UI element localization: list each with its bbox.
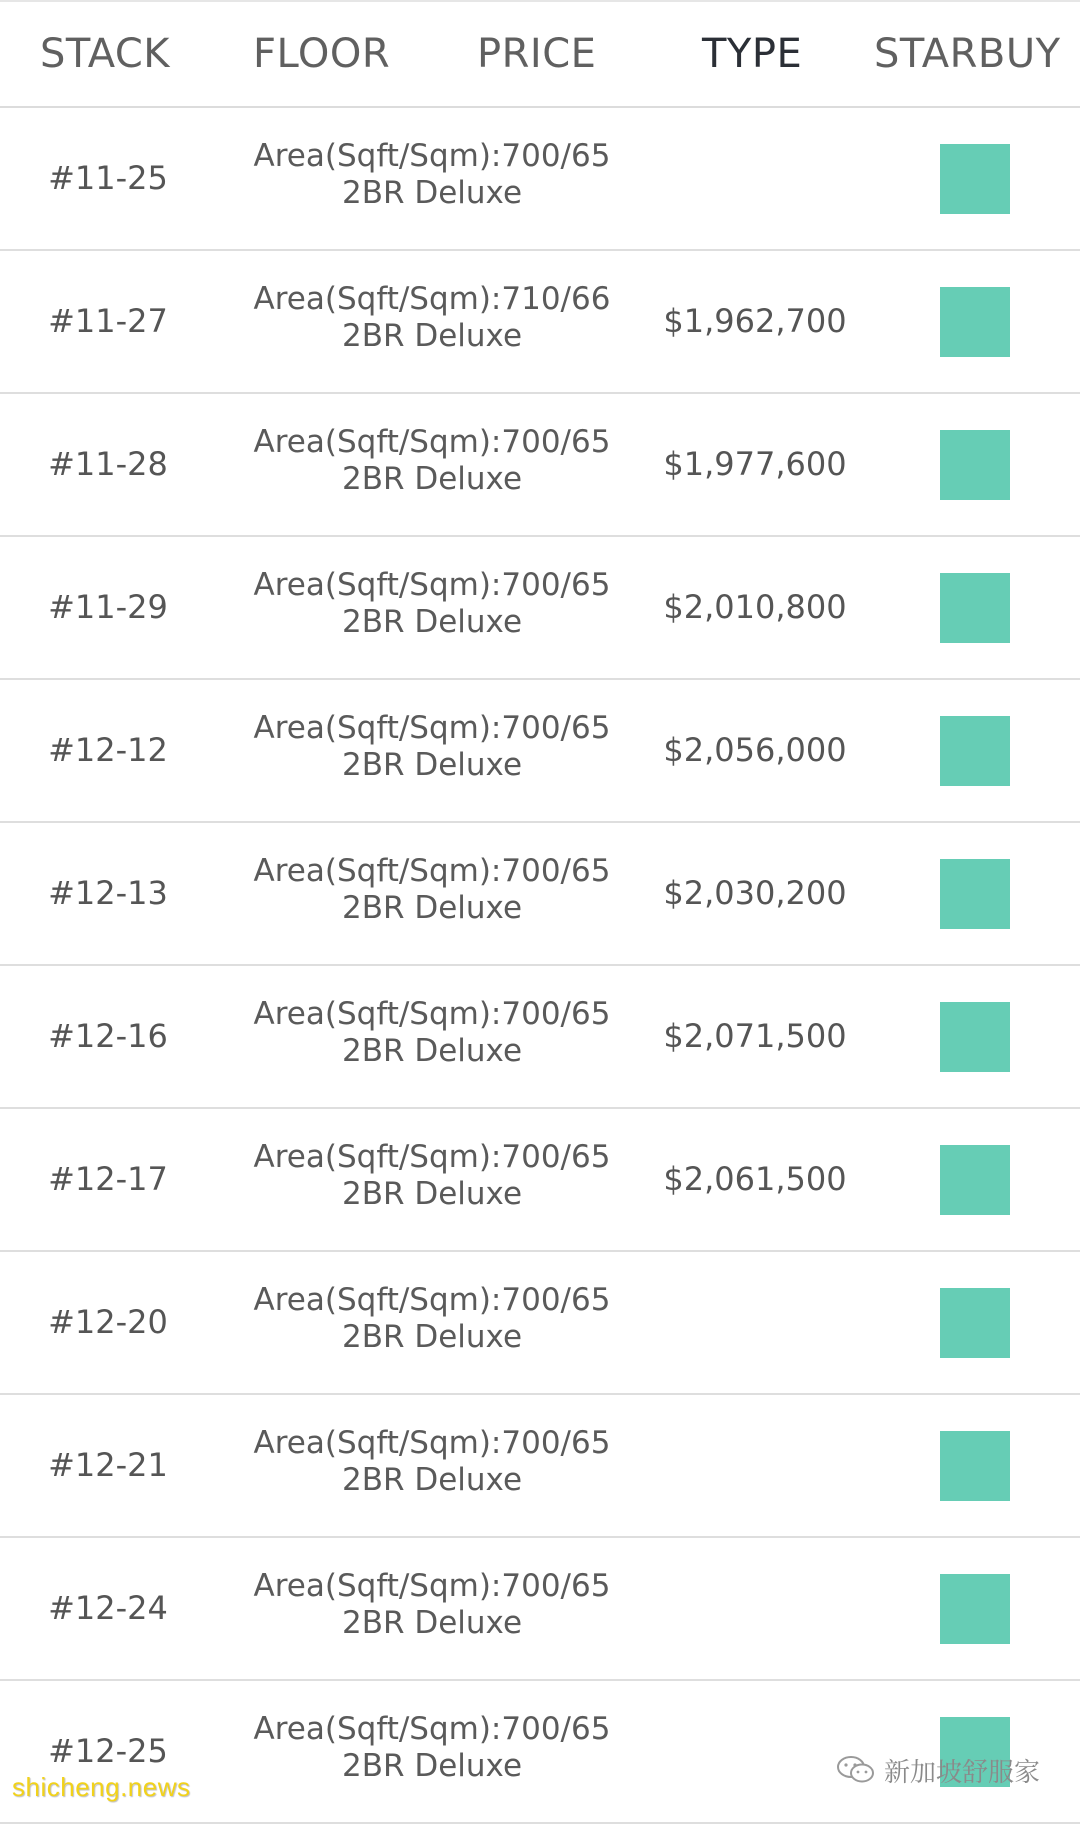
stack-cell: #12-25 — [48, 1732, 168, 1770]
unit-info — [232, 1139, 632, 1213]
column-header-price[interactable]: PRICE — [477, 31, 597, 77]
starbuy-swatch[interactable] — [940, 716, 1010, 786]
table-row[interactable] — [0, 1538, 1080, 1681]
area-text: Area(Sqft/Sqm):700/65 — [253, 996, 611, 1032]
unit-info — [232, 710, 632, 784]
area-text: Area(Sqft/Sqm):700/65 — [253, 567, 611, 603]
stack-cell: #11-25 — [48, 159, 168, 197]
table-row[interactable] — [0, 251, 1080, 394]
unit-type-text: 2BR Deluxe — [341, 1748, 523, 1784]
table-row[interactable] — [0, 966, 1080, 1109]
starbuy-swatch[interactable] — [940, 1574, 1010, 1644]
price-cell: $2,010,800 — [663, 588, 847, 626]
unit-info — [232, 996, 632, 1070]
unit-info — [232, 1568, 632, 1642]
unit-info — [232, 1425, 632, 1499]
watermark-site: shicheng.news — [12, 1772, 191, 1802]
area-text: Area(Sqft/Sqm):700/65 — [253, 1711, 611, 1747]
price-cell: $2,056,000 — [663, 731, 847, 769]
area-text: Area(Sqft/Sqm):700/65 — [253, 1425, 611, 1461]
area-text: Area(Sqft/Sqm):700/65 — [253, 1282, 611, 1318]
unit-info — [232, 281, 632, 355]
stack-cell: #12-12 — [48, 731, 168, 769]
table-row[interactable] — [0, 823, 1080, 966]
unit-info — [232, 567, 632, 641]
stack-cell: #11-27 — [48, 302, 168, 340]
watermark-account-name: 新加坡舒服家 — [884, 1757, 1041, 1788]
unit-type-text: 2BR Deluxe — [341, 1462, 523, 1498]
unit-type-text: 2BR Deluxe — [341, 1605, 523, 1641]
table-row[interactable] — [0, 1109, 1080, 1252]
unit-info — [232, 424, 632, 498]
starbuy-swatch[interactable] — [940, 1288, 1010, 1358]
unit-list — [0, 108, 1080, 1824]
stack-cell: #11-29 — [48, 588, 168, 626]
starbuy-swatch[interactable] — [940, 1431, 1010, 1501]
table-row[interactable] — [0, 108, 1080, 251]
column-header-floor[interactable]: FLOOR — [253, 31, 391, 77]
starbuy-swatch[interactable] — [940, 859, 1010, 929]
table-header — [0, 0, 1080, 108]
column-header-stack[interactable]: STACK — [40, 31, 171, 77]
starbuy-swatch[interactable] — [940, 430, 1010, 500]
unit-type-text: 2BR Deluxe — [341, 747, 523, 783]
starbuy-swatch[interactable] — [940, 573, 1010, 643]
price-cell — [640, 1395, 870, 1536]
unit-type-text: 2BR Deluxe — [341, 318, 523, 354]
column-header-starbuy[interactable]: STARBUY — [874, 31, 1061, 77]
column-header-type[interactable]: TYPE — [702, 31, 803, 77]
area-text: Area(Sqft/Sqm):700/65 — [253, 1139, 611, 1175]
unit-type-text: 2BR Deluxe — [341, 461, 523, 497]
stack-cell: #12-21 — [48, 1446, 168, 1484]
unit-type-text: 2BR Deluxe — [341, 604, 523, 640]
watermark-account — [836, 1750, 1066, 1790]
starbuy-swatch[interactable] — [940, 144, 1010, 214]
unit-info — [232, 1282, 632, 1356]
starbuy-swatch[interactable] — [940, 1002, 1010, 1072]
stack-cell: #12-24 — [48, 1589, 168, 1627]
unit-type-text: 2BR Deluxe — [341, 175, 523, 211]
starbuy-swatch[interactable] — [940, 287, 1010, 357]
area-text: Area(Sqft/Sqm):700/65 — [253, 138, 611, 174]
price-cell — [640, 1538, 870, 1679]
price-cell: $2,061,500 — [663, 1160, 847, 1198]
unit-type-text: 2BR Deluxe — [341, 1176, 523, 1212]
stack-cell: #12-20 — [48, 1303, 168, 1341]
unit-info — [232, 853, 632, 927]
unit-info — [232, 138, 632, 212]
table-row[interactable] — [0, 1252, 1080, 1395]
table-row[interactable] — [0, 1395, 1080, 1538]
table-row[interactable] — [0, 537, 1080, 680]
stack-cell: #11-28 — [48, 445, 168, 483]
unit-type-text: 2BR Deluxe — [341, 890, 523, 926]
price-cell: $1,962,700 — [663, 302, 847, 340]
stack-cell: #12-13 — [48, 874, 168, 912]
stack-cell: #12-16 — [48, 1017, 168, 1055]
price-cell: $2,071,500 — [663, 1017, 847, 1055]
price-cell — [640, 108, 870, 249]
unit-type-text: 2BR Deluxe — [341, 1033, 523, 1069]
stack-cell: #12-17 — [48, 1160, 168, 1198]
table-row[interactable] — [0, 680, 1080, 823]
area-text: Area(Sqft/Sqm):700/65 — [253, 853, 611, 889]
starbuy-swatch[interactable] — [940, 1145, 1010, 1215]
wechat-icon — [836, 1755, 876, 1785]
price-cell: $1,977,600 — [663, 445, 847, 483]
area-text: Area(Sqft/Sqm):710/66 — [253, 281, 611, 317]
area-text: Area(Sqft/Sqm):700/65 — [253, 1568, 611, 1604]
area-text: Area(Sqft/Sqm):700/65 — [253, 424, 611, 460]
area-text: Area(Sqft/Sqm):700/65 — [253, 710, 611, 746]
unit-type-text: 2BR Deluxe — [341, 1319, 523, 1355]
price-cell: $2,030,200 — [663, 874, 847, 912]
unit-info — [232, 1711, 632, 1785]
table-row[interactable] — [0, 394, 1080, 537]
price-cell — [640, 1252, 870, 1393]
